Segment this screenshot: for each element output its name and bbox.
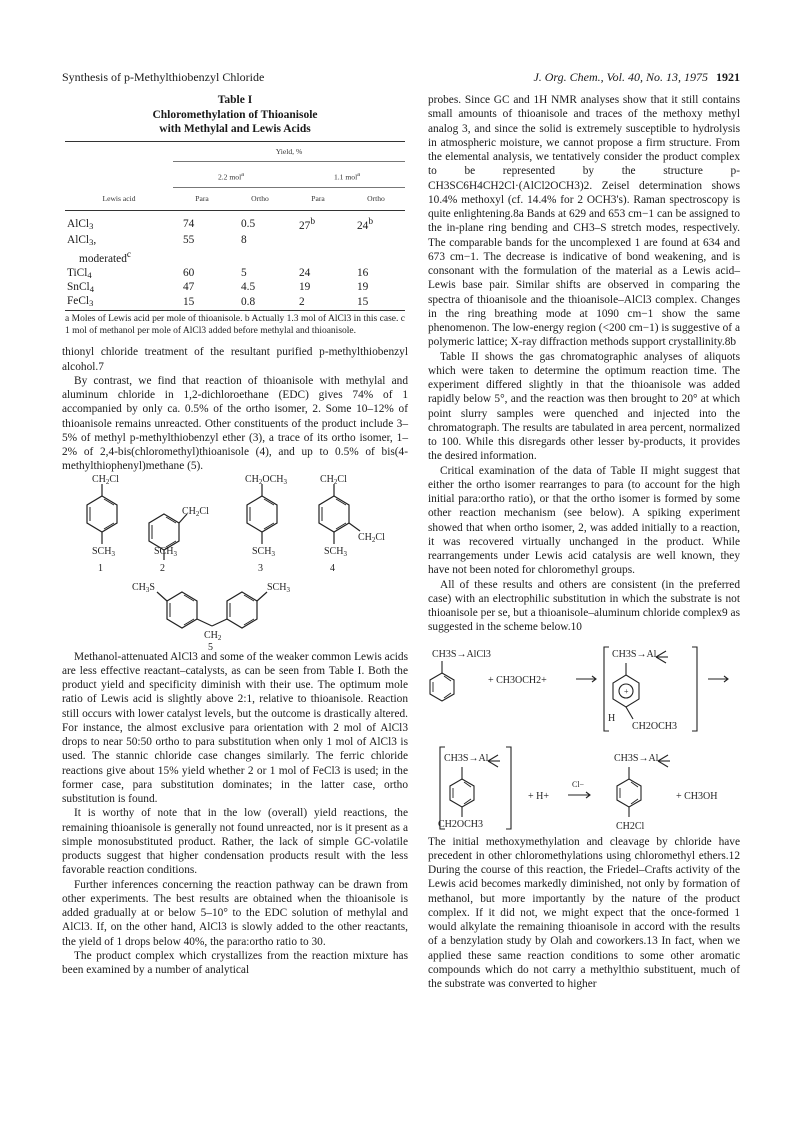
label-sch3-1: $SCH_3$ [92, 545, 115, 558]
paragraph: It is worthy of note that in the low (overall) yield reactions, the remaining thioanisole is generally not found unreacted, nor is it present as a simple monosubstituted product. Rather, the lack of simple GC-volatile products suggest that higher condensation products result with the less favorable reaction conditions. [62, 807, 408, 877]
scheme-h: H [608, 712, 616, 724]
table-row [65, 294, 405, 311]
benzene-ring-4 [319, 496, 349, 532]
paragraph: The initial methoxymethylation and cleavage by chloride have precedent in other chloromethylations using chloromethyl ethers.12 During the course of this reaction, the Friedel–Crafts activity of the Lewis acid becomes markedly diminished, not only by formation of methanol, but more importantly by the nature of the product complex. If it did not, we might expect that the once-formed 1 would alkylate the remaining thioanisole in accord with the results of a benzylation study by Olah and coworkers.13 In fact, when we applied these same reaction conditions to some other aromatic compounds which do not carry a methylthio substituent, much of the substrate was converted to higher [428, 835, 740, 990]
lewis-acid-cell: moderated$^c$ [79, 249, 132, 265]
label-ch2och3-3: $CH_2OCH_3$ [245, 473, 288, 486]
table-row [65, 233, 405, 247]
label-ch2cl-1: $CH_2Cl$ [92, 473, 119, 486]
label-ch2-5: $CH_2$ [204, 629, 222, 642]
paragraph: The product complex which crystallizes from the reaction mixture has been examined by a number of analytical [62, 949, 408, 977]
ortho-yield-cell: 0.5 [241, 218, 256, 231]
scheme-svg [428, 635, 740, 835]
lewis-acid-cell: AlCl$_3$, [67, 234, 97, 248]
table-title-line-2: with Methylal and Lewis Acids [159, 123, 311, 135]
scheme-cl-minus: Cl− [572, 779, 585, 789]
benzene-ring-5b [227, 592, 257, 628]
para-yield-cell: 27$^b$ [299, 217, 316, 233]
structures-svg [62, 474, 408, 650]
benzene-ring-3 [247, 496, 277, 532]
scheme-reagent: + CH3OCH2+ [488, 674, 547, 686]
label-ch3s-5: $CH_3S$ [132, 581, 155, 594]
scheme-plus-charge: + [624, 686, 629, 696]
lewis-acid-cell: TiCl$_4$ [67, 266, 92, 280]
table-1-grid [65, 141, 405, 312]
group-header-2: 1.1 mol [333, 172, 358, 182]
lewis-acid-cell: SnCl$_4$ [67, 280, 94, 294]
scheme-ch3s-alcl3: CH3S→AlCl3 [432, 648, 491, 660]
reaction-scheme [428, 635, 740, 835]
col-header-ortho-2: Ortho [347, 187, 405, 211]
table-row [65, 266, 405, 280]
compound-label-3: 3 [258, 562, 263, 574]
table-1 [65, 94, 405, 337]
right-column [428, 93, 740, 991]
ortho-yield-cell: 15 [347, 294, 405, 311]
table-row [65, 280, 405, 294]
ortho-yield-cell: 5 [241, 266, 247, 279]
table-label: Table I [217, 94, 253, 106]
scheme-ch2cl: CH2Cl [616, 820, 645, 832]
col-header-para-1: Para [173, 187, 231, 211]
paragraph: By contrast, we find that reaction of thioanisole with methylal and aluminum chloride in 1,2-dichloroethane (EDC) gives 74% of 1 accompanied by only ca. 0.5% of the ortho isomer, 2. Some 10–12% of thioanisole remains unreacted. Other constituents of the product include 3–5% of methyl p-methylthiobenzyl ether (3), a trace of its ortho isomer, 1–2% of 2,4-bis(chloromethyl)thioanisole (4), and up to 0.5% of bis(4-methylthiophenyl)methane (5). [62, 374, 408, 473]
ortho-yield-cell: 24$^b$ [357, 217, 374, 233]
ortho-yield-cell: 0.8 [231, 294, 289, 311]
scheme-ch3oh: + CH3OH [676, 790, 718, 802]
ortho-yield-cell: 19 [357, 280, 369, 293]
structure-figure [62, 474, 408, 650]
col-header-lewis-acid: Lewis acid [65, 187, 173, 211]
table-title-line-1: Chloromethylation of Thioanisole [152, 108, 318, 121]
label-ch2cl-2: $CH_2Cl$ [182, 505, 209, 518]
para-yield-cell: 74 [183, 218, 195, 231]
group-mark-1: a [241, 170, 245, 178]
compound-label-2: 2 [160, 562, 165, 574]
left-column [62, 93, 408, 977]
ortho-yield-cell: 16 [357, 266, 369, 279]
group-mark-2: a [357, 170, 361, 178]
running-title: Synthesis of p-Methylthiobenzyl Chloride [62, 70, 265, 84]
group-header-1: 2.2 mol [217, 172, 242, 182]
benzene-ring-5a [167, 592, 197, 628]
scheme-hplus: + H+ [528, 790, 550, 802]
paragraph: Table II shows the gas chromatographic analyses of aliquots which were taken to determine the optimum reaction time. The experiment differed slightly in that the thioanisole was added rapidly below 5°, and the reaction was then brought to 20° at which point slurry samples were quenched and injected into the chromatograph. The results are tabulated in area percent, normalized to 100. While this disregards other lesser by-products, it provides the desired information. [428, 350, 740, 463]
para-yield-cell: 24 [299, 266, 311, 279]
col-header-para-2: Para [289, 187, 347, 211]
lewis-acid-cell: AlCl$_3$ [67, 218, 94, 232]
paragraph: Methanol-attenuated AlCl3 and some of the weaker common Lewis acids are less effective reactant–catalysts, as can be seen from Table I. Both the product yield and specificity diminish with their use. The optimum mole ratio of Lewis acid is slightly above 2:1, relative to thioanisole. Reaction still occurs with lower catalyst levels, but the outcome is drastically altered. For instance, the almost exclusive para orientation with 2 mol of AlCl3 drops to near 50:50 ortho to para substitution when only 1 mol of AlCl3 is used. The stannic chloride case changes similarly. The ferric chloride reactions give about 15% yield whether 2 or 1 mol of FeCl3 is used; in the former case, para substitution dominates; in the latter case, ortho substitution is found. [62, 650, 408, 806]
label-sch3-3: $SCH_3$ [252, 545, 275, 558]
paragraph: probes. Since GC and 1H NMR analyses show that it still contains small amounts of thioanisole and traces of the methoxy methyl analog 3, and since the solid is extremely susceptible to hydrolysis in atmospheric moisture, we cannot propose a firm structure. From the elemental analysis, we tentatively consider the product complex to be represented by the structure p-CH3SC6H4CH2Cl·(AlCl2OCH3)2. Zeisel determination shows 10.4% methoxyl (cf. 14.4% for 2 OCH3's). Raman spectroscopy is quite enlightening.8a Bands at 629 and 653 cm−1 can be assigned to the in-plane ring bending and CH3–S stretch modes, respectively. The comparable bands for the uncomplexed 1 are found at 634 and 673 cm−1. The decrease is indicative of bond weakening, and is consonant with the formulation of the material as a Lewis acid–Lewis base pair. Similar shifts are observed in comparing the spectra of thioanisole and the thioanisole–AlCl3 complex. Changes in the ring breathing mode at 1090 cm−1 show the same phenomenon. The low-energy region (<200 cm−1) is suggestive of a polymeric lattice; X-ray diffraction methods support crystallinity.8b [428, 94, 740, 349]
benzene-ring-2 [149, 514, 179, 550]
ortho-yield-cell: 4.5 [241, 280, 256, 293]
journal-citation [533, 70, 740, 85]
scheme-ch3s-al-2: CH3S→Al [444, 752, 489, 764]
lewis-acid-cell: FeCl$_3$ [65, 294, 173, 311]
paragraph: Critical examination of the data of Table II might suggest that either the ortho isomer rearranges to para (to account for the high initial para:ortho ratio), or that the ortho isomer is formed by some other reaction mechanism (see below). A spiking experiment showed that when ortho isomer, 2, was added initially to a reaction, it was recovered virtually unchanged in the product. While rearrangements under Lewis acid catalysis are well known, they have not been noted for chloromethyl groups. [428, 464, 740, 577]
para-yield-cell: 55 [183, 234, 195, 247]
table-row [65, 211, 405, 234]
ortho-yield-cell: 8 [241, 234, 247, 247]
paragraph: Further inferences concerning the reaction pathway can be drawn from other experiments. The best results are obtained when the thioanisole is added gradually at or below 5–10° to the EDC solution of methylal and AlCl3. If, on the other hand, AlCl3 is slowly added to the other reactants, the yield of 1 drops below 40%, the para:ortho ratio to 30. [62, 878, 408, 948]
table-footnote: a Moles of Lewis acid per mole of thioanisole. b Actually 1.3 mol of AlCl3 in this case. c 1 mol of methanol per mole of AlCl3 added before methylal and thioanisole. [65, 314, 405, 336]
label-ch2cl-4b: $CH_2Cl$ [358, 531, 385, 544]
para-yield-cell: 60 [183, 266, 195, 279]
compound-label-1: 1 [98, 562, 103, 574]
col-header-ortho-1: Ortho [231, 187, 289, 211]
benzene-ring-1 [87, 496, 117, 532]
table-row [65, 248, 405, 266]
para-yield-cell: 47 [183, 280, 195, 293]
scheme-ch3s-al-3: CH3S→Al [614, 752, 659, 764]
para-yield-cell: 19 [299, 280, 311, 293]
yield-header: Yield, % [275, 146, 303, 156]
compound-label-4: 4 [330, 562, 335, 574]
scheme-ch2och3-2: CH2OCH3 [438, 818, 484, 830]
paragraph: thionyl chloride treatment of the resultant purified p-methylthiobenzyl alcohol.7 [62, 346, 408, 373]
label-sch3-2: $SCH_3$ [154, 545, 177, 558]
label-ch2cl-4a: $CH_2Cl$ [320, 473, 347, 486]
para-yield-cell: 2 [289, 294, 347, 311]
scheme-ch3s-al-1: CH3S→Al [612, 648, 657, 660]
label-sch3-5: $SCH_3$ [267, 581, 290, 594]
label-sch3-4: $SCH_3$ [324, 545, 347, 558]
para-yield-cell: 15 [173, 294, 231, 311]
page-number: 1921 [716, 70, 740, 84]
paragraph: All of these results and others are consistent (in the preferred case) with an electrophilic substitution in which the substrate is not thioanisole per se, but a thioanisole–aluminum chloride complex9 as suggested in the scheme below.10 [428, 578, 740, 634]
compound-label-5: 5 [208, 641, 213, 650]
scheme-ch2och3-1: CH2OCH3 [632, 720, 678, 732]
citation-text: J. Org. Chem., Vol. 40, No. 13, 1975 [533, 70, 708, 84]
